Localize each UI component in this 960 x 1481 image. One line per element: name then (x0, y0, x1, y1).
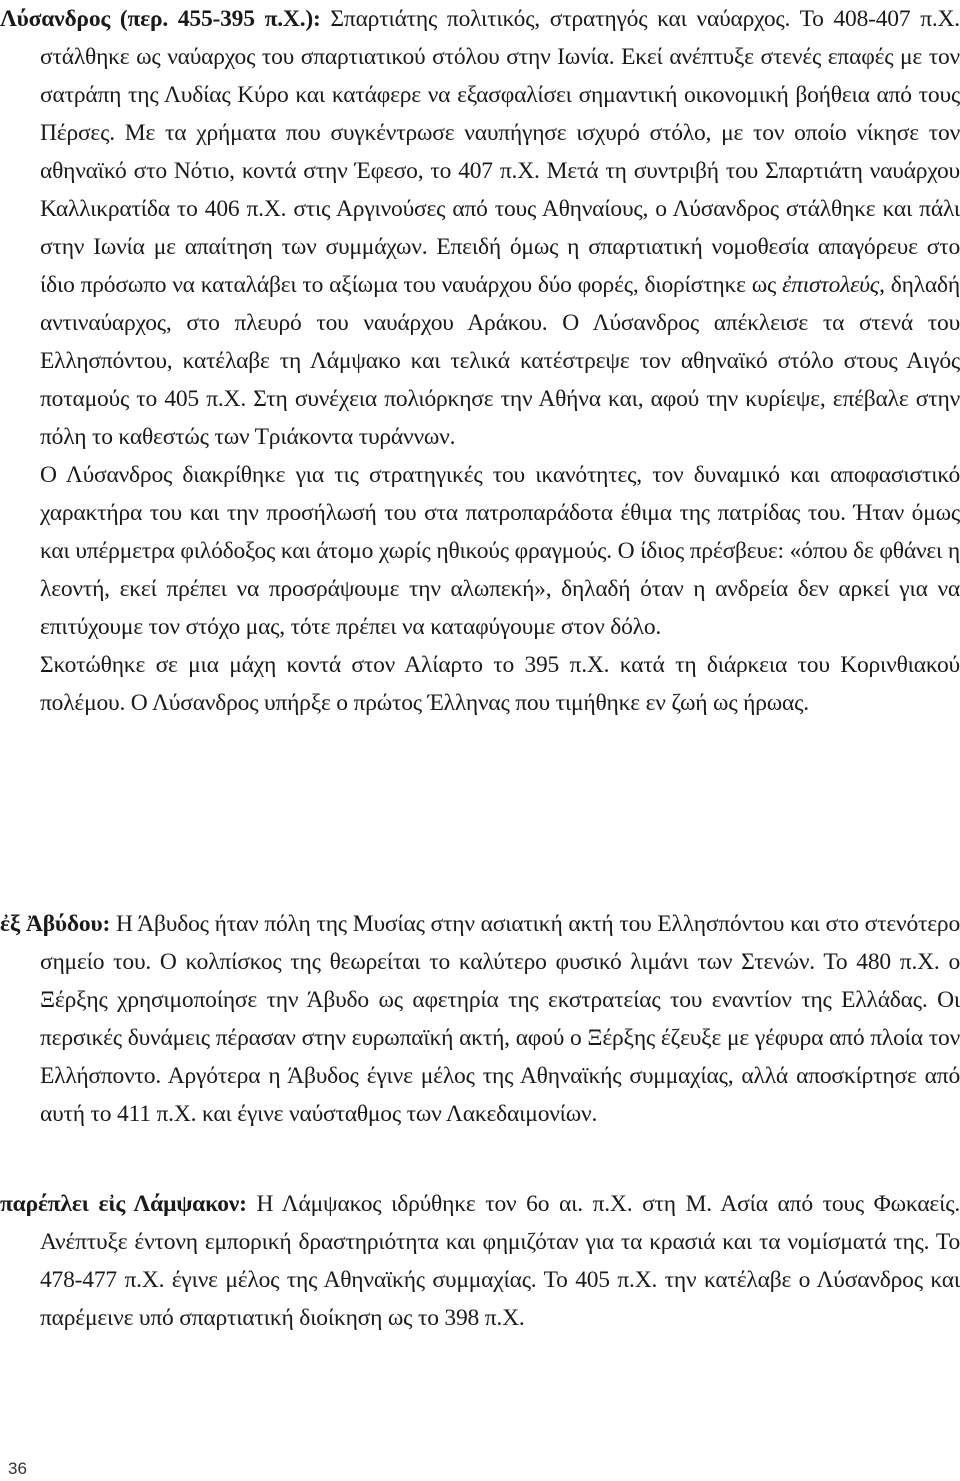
entry-text: Η Άβυδος ήταν πόλη της Μυσίας στην ασιατική ακτή του Ελλησπόντου και στο στενότερο σημείο του. Ο κολπίσκος της θεωρείται το καλύτερο φυσικό λιμάνι των Στενών. Το 480 π.Χ. ο Ξέρξης χρησιμοποίησε την Άβυδο ως αφετηρία της εκστρατείας του εναντίον της Ελλάδας. Οι περσικές δυνάμεις πέρασαν στην ευρωπαϊκή ακτή, αφού ο Ξέρξης έζευξε με γέφυρα από πλοία τον Ελλήσποντο. Αργότερα η Άβυδος έγινε μέλος της Αθηναϊκής συμμαχίας, αλλά αποσκίρτησε από αυτή το 411 π.Χ. και έγινε ναύσταθμος των Λακεδαιμονίων. (40, 911, 960, 1127)
entry-text: Σπαρτιάτης πολιτικός, στρατηγός και ναύαρχος. Το 408-407 π.Χ. στάλθηκε ως ναύαρχος του σπαρτιατικού στόλου στην Ιωνία. Εκεί ανέπτυξε στενές επαφές με τον σατράπη της Λυδίας Κύρο και κατάφερε να εξασφαλίσει σημαντική οικονομική βοήθεια από τους Πέρσες. Με τα χρήματα που συγκέντρωσε ναυπήγησε ισχυρό στόλο, με τον οποίο νίκησε τον αθηναϊκό στο Νότιο, κοντά στην Έφεσο, το 407 π.Χ. Μετά τη συντριβή του Σπαρτιάτη ναυάρχου Καλλικρατίδα το 406 π.Χ. στις Αργινούσες από τους Αθηναίους, ο Λύσανδρος στάλθηκε και πάλι στην Ιωνία με απαίτηση των συμμάχων. Επειδή όμως η σπαρτιατική νομοθεσία απαγόρευε στο ίδιο πρόσωπο να καταλάβει το αξίωμα του ναυάρχου δύο φορές, διορίστηκε ως (40, 6, 960, 298)
entry-paragraph: Σκοτώθηκε σε μια μάχη κοντά στον Αλίαρτο το 395 π.Χ. κατά τη διάρκεια του Κορινθιακού πολέμου. Ο Λύσανδρος υπήρξε ο πρώτος Έλληνας που τιμήθηκε εν ζωή ως ήρωας. (40, 652, 960, 716)
entry-paragraph (0, 0, 960, 456)
italic-term: ἐπιστολεύς (782, 272, 880, 298)
page-number: 36 (8, 1459, 27, 1478)
entry-paragraph (0, 905, 960, 1133)
entry-text: , δηλαδή αντιναύαρχος, στο πλευρό του ναυάρχου Αράκου. Ο Λύσανδρος απέκλεισε τα στενά του Ελλησπόντου, κατέλαβε τη Λάμψακο και τελικά κατέστρεψε τον αθηναϊκό στόλο στους Αιγός ποταμούς το 405 π.Χ. Στη συνέχεια πολιόρκησε την Αθήνα και, αφού την κυρίεψε, επέβαλε στην πόλη το καθεστώς των Τριάκοντα τυράννων. (40, 272, 960, 450)
glossary-entry-abydou (0, 905, 960, 1133)
entry-text: Η Λάμψακος ιδρύθηκε τον 6ο αι. π.Χ. στη Μ. Ασία από τους Φωκαείς. Ανέπτυξε έντονη εμπορική δραστηριότητα και φημιζόταν για τα κρασιά και τα νομίσματά της. Το 478-477 π.Χ. έγινε μέλος της Αθηναϊκής συμμαχίας. Το 405 π.Χ. την κατέλαβε ο Λύσανδρος και παρέμεινε υπό σπαρτιατική διοίκηση ως το 398 π.Χ. (40, 1191, 960, 1331)
entry-paragraph (0, 1185, 960, 1337)
glossary-entry-lysandros (0, 0, 960, 722)
entry-term: Λύσανδρος (περ. 455-395 π.Χ.): (0, 6, 321, 32)
entry-term: παρέπλει εἰς Λάμψακον: (0, 1191, 247, 1217)
glossary-entry-lampsakon (0, 1185, 960, 1337)
entry-term: ἐξ Ἀβύδου: (0, 911, 111, 937)
entry-paragraph: Ο Λύσανδρος διακρίθηκε για τις στρατηγικές του ικανότητες, τον δυναμικό και αποφασιστικό χαρακτήρα του και την προσήλωσή του στα πατροπαράδοτα έθιμα της πατρίδας του. Ήταν όμως και υπέρμετρα φιλόδοξος και άτομο χωρίς ηθικούς φραγμούς. Ο ίδιος πρέσβευε: «όπου δε φθάνει η λεοντή, εκεί πρέπει να προσράψουμε την αλωπεκή», δηλαδή όταν η ανδρεία δεν αρκεί για να επιτύχουμε τον στόχο μας, τότε πρέπει να καταφύγουμε στον δόλο. (40, 462, 960, 640)
